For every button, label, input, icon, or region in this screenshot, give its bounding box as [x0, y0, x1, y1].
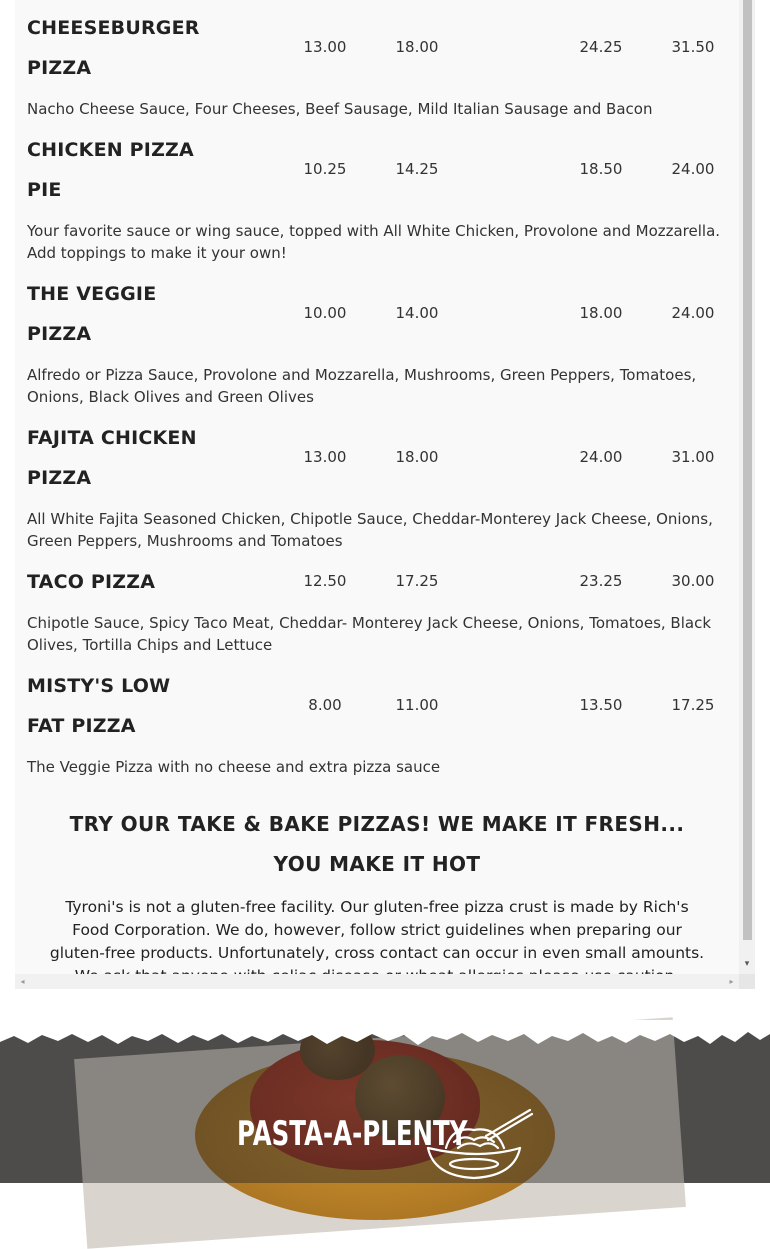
price-large: 24.00: [579, 448, 623, 466]
price-small: 12.50: [303, 572, 347, 590]
horizontal-scrollbar[interactable]: [15, 974, 739, 989]
menu-item: [27, 130, 727, 264]
price-xlarge: 30.00: [671, 572, 715, 590]
menu-item-description: Chipotle Sauce, Spicy Taco Meat, Cheddar- Monterey Jack Cheese, Onions, Tomatoes, Black Olives, Tortilla Chips and Lettuce: [27, 614, 712, 654]
menu-item-name: CHICKEN PIZZA PIE: [27, 139, 194, 201]
price-small: 13.00: [303, 448, 347, 466]
scroll-right-arrow-icon[interactable]: ▸: [729, 977, 734, 986]
price-small: 10.25: [303, 160, 347, 178]
pasta-section-title: PASTA-A-PLENTY: [237, 1114, 468, 1154]
gluten-free-note: Tyroni's is not a gluten-free facility. Our gluten-free pizza crust is made by Rich's Food Corporation. We do, however, follow strict guidelines when preparing our gluten-free products. Unfortunately, cross contact can occur in even small amounts.: [49, 898, 705, 962]
take-bake-heading: TRY OUR TAKE & BAKE PIZZAS! WE MAKE IT FRESH... YOU MAKE IT HOT: [69, 812, 685, 876]
menu-item-description: Nacho Cheese Sauce, Four Cheeses, Beef Sausage, Mild Italian Sausage and Bacon: [27, 100, 653, 118]
menu-scroll-panel[interactable]: [15, 0, 739, 974]
price-medium: 14.25: [395, 160, 439, 178]
price-small: 13.00: [303, 38, 347, 56]
menu-item-description: Your favorite sauce or wing sauce, topped with All White Chicken, Provolone and Mozzarella. Add toppings to make it your own!: [27, 222, 721, 262]
price-large: 13.50: [579, 696, 623, 714]
menu-item: [27, 8, 727, 120]
scroll-down-arrow-icon[interactable]: ▾: [744, 958, 750, 968]
price-large: 24.25: [579, 38, 623, 56]
price-medium: 14.00: [395, 304, 439, 322]
price-small: 8.00: [308, 696, 342, 714]
menu-item-name: TACO PIZZA: [27, 571, 156, 593]
menu-item-description: The Veggie Pizza with no cheese and extra pizza sauce: [27, 758, 441, 776]
vertical-scrollbar[interactable]: [739, 0, 755, 974]
price-xlarge: 24.00: [671, 304, 715, 322]
price-large: 18.00: [579, 304, 623, 322]
price-large: 18.50: [579, 160, 623, 178]
torn-paper-edge: [0, 1020, 770, 1060]
menu-item-name: CHEESEBURGER PIZZA: [27, 17, 200, 79]
price-xlarge: 17.25: [671, 696, 715, 714]
menu-item-description: All White Fajita Seasoned Chicken, Chipotle Sauce, Cheddar-Monterey Jack Cheese, Onions, Green Peppers, Mushrooms and Tomatoes: [27, 510, 713, 550]
take-bake-section: [47, 804, 707, 988]
price-xlarge: 31.50: [671, 38, 715, 56]
pasta-section-banner: [0, 1020, 770, 1183]
scroll-left-arrow-icon[interactable]: ◂: [20, 977, 25, 986]
menu-item: [27, 274, 727, 408]
price-medium: 11.00: [395, 696, 439, 714]
pasta-bowl-icon: [424, 1104, 536, 1184]
scrollbar-corner: [739, 974, 755, 989]
vertical-scroll-thumb[interactable]: [743, 0, 752, 940]
menu-item-name: MISTY'S LOW FAT PIZZA: [27, 675, 171, 737]
menu-item-name: THE VEGGIE PIZZA: [27, 283, 157, 345]
price-medium: 18.00: [395, 38, 439, 56]
menu-item-name: FAJITA CHICKEN PIZZA: [27, 427, 197, 489]
menu-item-description: Alfredo or Pizza Sauce, Provolone and Mozzarella, Mushrooms, Green Peppers, Tomatoes, Onions, Black Olives and Green Olives: [27, 366, 697, 406]
price-large: 23.25: [579, 572, 623, 590]
menu-item: [27, 666, 727, 778]
price-medium: 18.00: [395, 448, 439, 466]
price-xlarge: 24.00: [671, 160, 715, 178]
price-xlarge: 31.00: [671, 448, 715, 466]
menu-item: [27, 562, 727, 656]
menu-item: [27, 418, 727, 552]
price-small: 10.00: [303, 304, 347, 322]
price-medium: 17.25: [395, 572, 439, 590]
